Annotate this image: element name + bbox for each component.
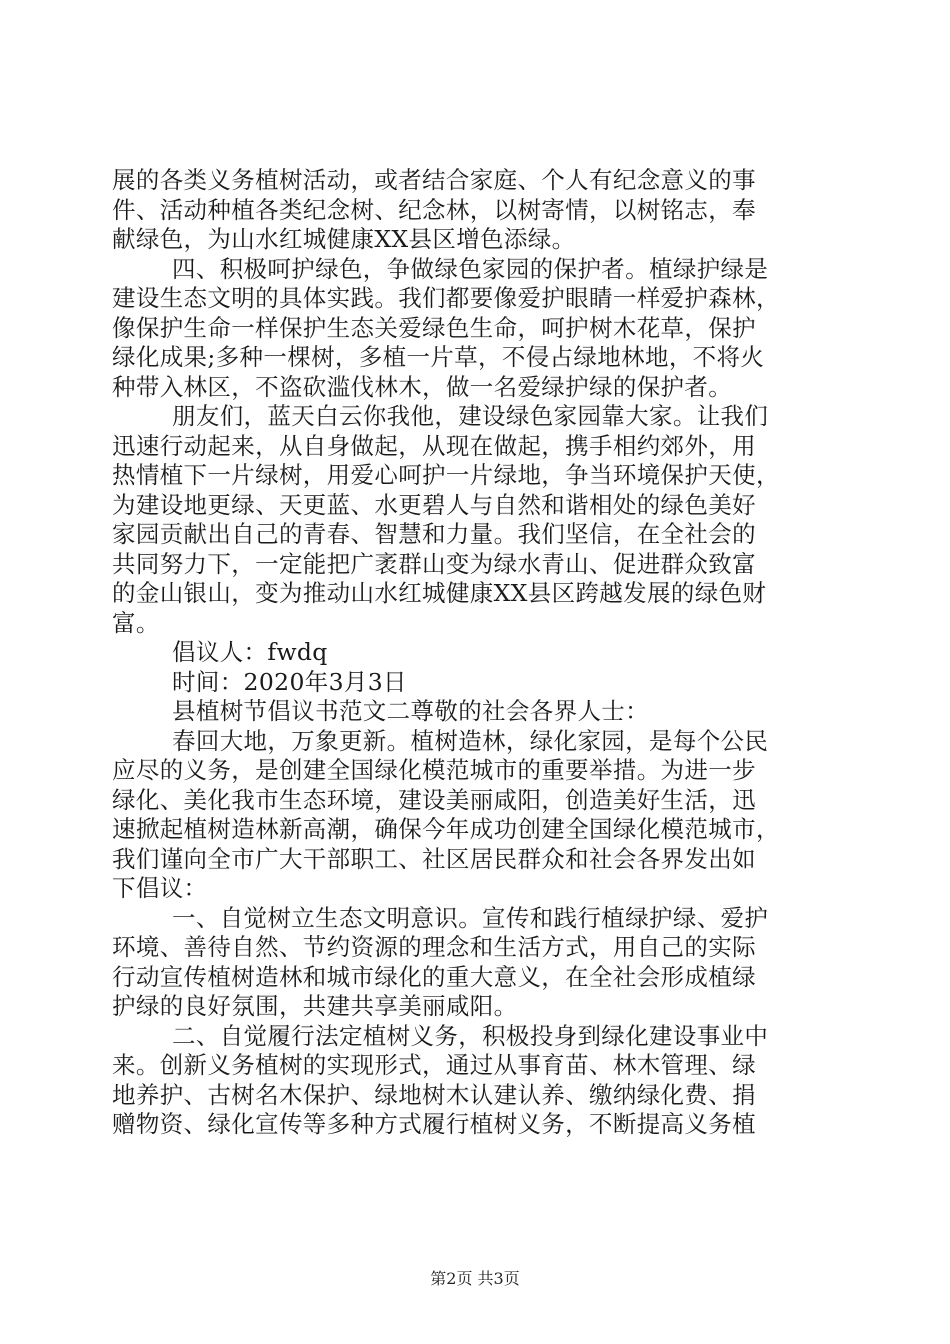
text-line: 绿化、美化我市生态环境，建设美丽咸阳，创造美好生活，迅 xyxy=(112,785,756,814)
text-line: 绿化成果;多种一棵树，多植一片草，不侵占绿地林地，不将火 xyxy=(112,343,765,371)
text-line: 展的各类义务植树活动，或者结合家庭、个人有纪念意义的事 xyxy=(112,166,756,194)
document-body xyxy=(112,166,838,1140)
text-line: 护绿的良好氛围，共建共享美丽咸阳。 xyxy=(112,992,518,1020)
text-line: 四、积极呵护绿色，争做绿色家园的保护者。植绿护绿是 xyxy=(172,254,769,283)
text-line: 速掀起植树造林新高潮，确保今年成功创建全国绿化模范城市， xyxy=(112,815,780,843)
text-line: 热情植下一片绿树，用爱心呵护一片绿地，争当环境保护天使， xyxy=(112,461,780,489)
text-line: 富。 xyxy=(112,608,160,637)
text-line: 像保护生命一样保护生态关爱绿色生命，呵护树木花草，保护 xyxy=(112,313,756,342)
text-line: 二、自觉履行法定植树义务，积极投身到绿化建设事业中 xyxy=(172,1021,769,1050)
text-line: 时间：2020年3月3日 xyxy=(172,667,407,696)
text-line: 县植树节倡议书范文二尊敬的社会各界人士： xyxy=(172,697,649,725)
text-line: 的金山银山，变为推动山水红城健康XX县区跨越发展的绿色财 xyxy=(112,579,767,607)
text-line: 献绿色，为山水红城健康XX县区增色添绿。 xyxy=(112,225,576,253)
page-footer: 第2页 共3页 xyxy=(430,1269,520,1288)
text-line: 倡议人：fwdq xyxy=(172,638,328,666)
text-line: 朋友们，蓝天白云你我他，建设绿色家园靠大家。让我们 xyxy=(172,402,769,430)
text-line: 来。创新义务植树的实现形式，通过从事育苗、林木管理、绿 xyxy=(112,1051,756,1079)
text-line: 春回大地，万象更新。植树造林，绿化家园，是每个公民 xyxy=(172,726,769,755)
text-line: 家园贡献出自己的青春、智慧和力量。我们坚信，在全社会的 xyxy=(112,520,756,548)
text-line: 迅速行动起来，从自身做起，从现在做起，携手相约郊外，用 xyxy=(112,431,756,460)
text-line: 件、活动种植各类纪念树、纪念林，以树寄情，以树铭志，奉 xyxy=(112,195,756,224)
text-line: 地养护、古树名木保护、绿地树木认建认养、缴纳绿化费、捐 xyxy=(112,1080,756,1109)
text-line: 赠物资、绿化宣传等多种方式履行植树义务，不断提高义务植 xyxy=(112,1110,756,1138)
text-line: 环境、善待自然、节约资源的理念和生活方式，用自己的实际 xyxy=(112,933,756,961)
text-line: 下倡议： xyxy=(112,874,208,902)
text-line: 一、自觉树立生态文明意识。宣传和践行植绿护绿、爱护 xyxy=(172,903,769,932)
text-line: 我们谨向全市广大干部职工、社区居民群众和社会各界发出如 xyxy=(112,844,756,873)
text-line: 行动宣传植树造林和城市绿化的重大意义，在全社会形成植绿 xyxy=(112,962,756,991)
text-line: 共同努力下，一定能把广袤群山变为绿水青山、促进群众致富 xyxy=(112,549,756,578)
text-line: 种带入林区，不盗砍滥伐林木，做一名爱绿护绿的保护者。 xyxy=(112,372,733,401)
text-line: 建设生态文明的具体实践。我们都要像爱护眼睛一样爱护森林， xyxy=(112,284,780,312)
text-line: 应尽的义务，是创建全国绿化模范城市的重要举措。为进一步 xyxy=(112,756,756,784)
text-line: 为建设地更绿、天更蓝、水更碧人与自然和谐相处的绿色美好 xyxy=(112,490,756,519)
